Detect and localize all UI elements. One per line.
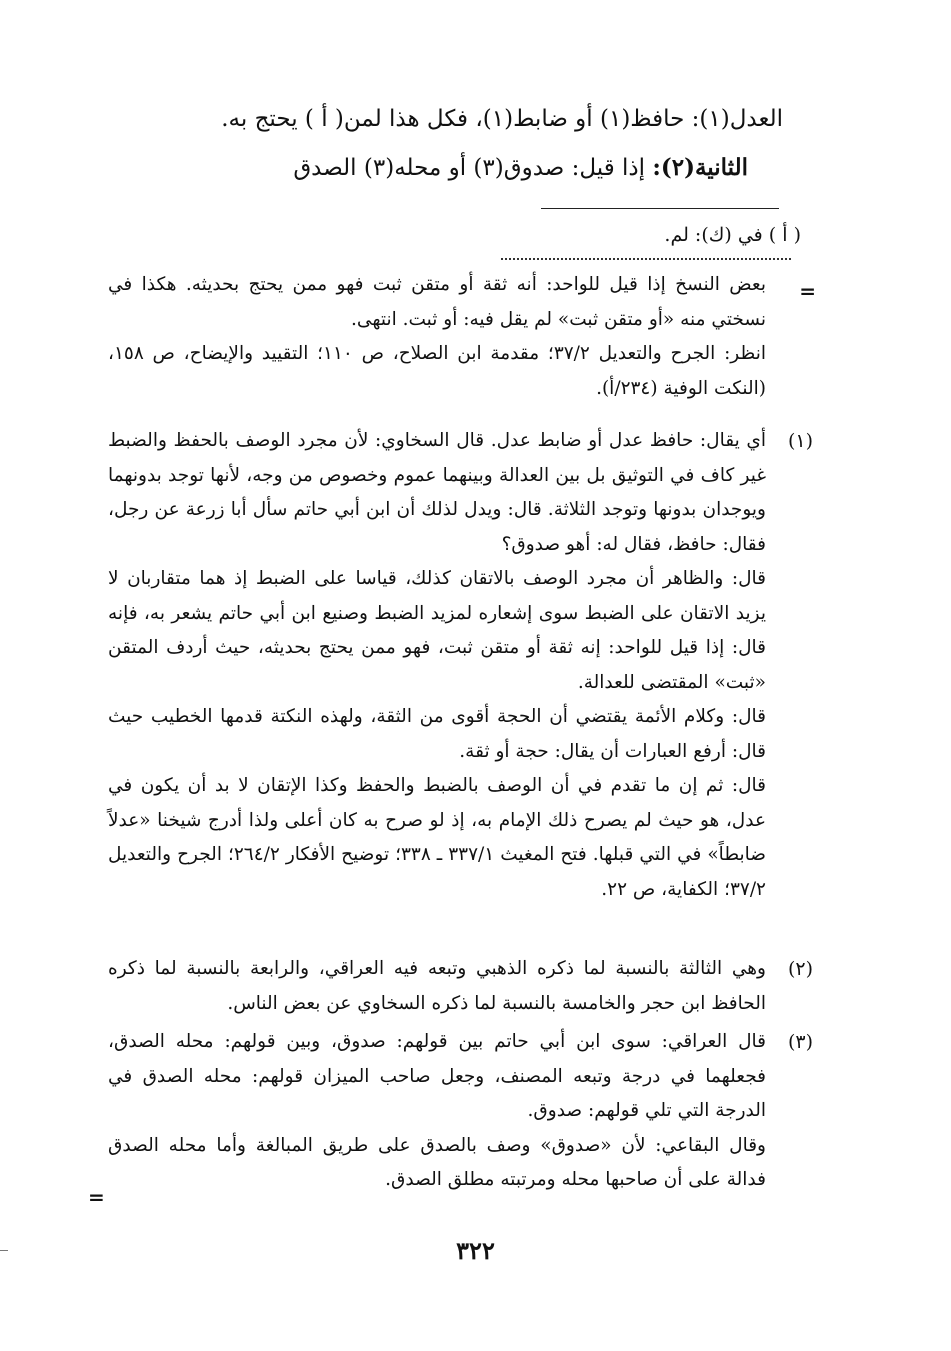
scan-edge-mark	[0, 1250, 8, 1251]
level-label: الثانية(٢):	[652, 154, 748, 181]
footnote-paragraph: قال: وكلام الأئمة يقتضي أن الحجة أقوى من الثقة، ولهذه النكتة قدمها الخطيب حيث قال: أرفع العبارات أن يقال: حجة أو ثقة.	[108, 706, 766, 762]
footnote-paragraph: قال العراقي: سوى ابن أبي حاتم بين قولهم: صدوق، وبين قولهم: محله الصدق، فجعلهما في درجة وتبعه المصنف، وجعل صاحب الميزان قولهم: محله الصدق في الدرجة التي تلي قولهم: صدوق.	[108, 1031, 766, 1121]
footnote-paragraph: بعض النسخ إذا قيل للواحد: أنه ثقة أو متقن ثبت فهو ممن يحتج بحديثه. هكذا في نسختي منه «أو متقن ثبت» لم يقل فيه: أو ثبت. انتهى.	[108, 274, 766, 330]
footnote-1	[108, 424, 766, 907]
dotted-separator	[501, 258, 791, 260]
footnote-marker-3: (٣)	[787, 1031, 813, 1053]
footnote-marker-2: (٢)	[787, 958, 813, 980]
continuation-mark-bottom: =	[88, 1185, 105, 1209]
footnote-paragraph: وقال البقاعي: لأن «صدوق» وصف بالصدق على طريق المبالغة وأما محله الصدق فدالة على أن صاحبها محله ومرتبته مطلق الصدق.	[108, 1134, 766, 1190]
footnote-paragraph: انظر: الجرح والتعديل ٣٧/٢؛ مقدمة ابن الصلاح، ص ١١٠؛ التقييد والإيضاح، ص ١٥٨، (النكت الوفية (٢٣٤/أ).	[108, 343, 766, 399]
variant-note: ( أ ) في (ك): لم.	[664, 224, 801, 246]
page-number: ٣٢٢	[456, 1236, 495, 1265]
footnote-continued	[108, 268, 766, 406]
level-text: إذا قيل: صدوق(٣) أو محله(٣) الصدق	[293, 155, 653, 181]
footnote-paragraph: وهي الثالثة بالنسبة لما ذكره الذهبي وتبعه فيه العراقي، والرابعة بالنسبة لما ذكره الحافظ ابن حجر والخامسة بالنسبة لما ذكره السخاوي عن بعض الناس.	[108, 958, 766, 1014]
footnote-paragraph: قال: ثم إن ما تقدم في أن الوصف بالضبط والحفظ وكذا الإتقان لا بد أن يكون في عدل، هو حيث لم يصرح ذلك الإمام به، إذ لو صرح به كان أعلى ولذا أدرج شيخنا «عدلاً ضابطاً» في التي قبلها. فتح المغيث ٣٣٧/١ ـ ٣٣٨؛ توضيح الأفكار ٢٦٤/٢؛ الجرح والتعديل ٣٧/٢؛ الكفاية، ص ٢٢.	[108, 775, 766, 900]
main-text-line-1: العدل(١): حافظ(١) أو ضابط(١)، فكل هذا لمن( أ ) يحتج به.	[221, 106, 783, 132]
footnote-paragraph: أي يقال: حافظ عدل أو ضابط عدل. قال السخاوي: لأن مجرد الوصف بالحفظ والضبط غير كاف في التوثيق بل بين العدالة وبينهما عموم وخصوص من وجه، لأنها توجد بدونهما ويوجدان بدونها وتوجد الثلاثة. قال: ويدل لذلك أن ابن أبي حاتم سأل أبا زرعة عن رجل، فقال: حافظ، فقال له: أهو صدوق؟	[108, 430, 766, 555]
footnote-paragraph: قال: والظاهر أن مجرد الوصف بالاتقان كذلك، قياسا على الضبط إذ هما متقاربان لا يزيد الاتقان على الضبط سوى إشعاره لمزيد الضبط وصنيع ابن أبي حاتم يشعر به، فإنه قال: إذا قيل للواحد: إنه ثقة أو متقن ثبت، فهو ممن يحتج بحديثه، حيث أردف المتقن «ثبت» المقتضى للعدالة.	[108, 568, 766, 693]
footnote-separator	[541, 208, 779, 209]
footnote-marker-1: (١)	[787, 430, 813, 452]
main-text-line-2	[293, 154, 748, 181]
footnote-2	[108, 952, 766, 1021]
continuation-mark-top: =	[799, 279, 816, 303]
footnote-3	[108, 1025, 766, 1198]
